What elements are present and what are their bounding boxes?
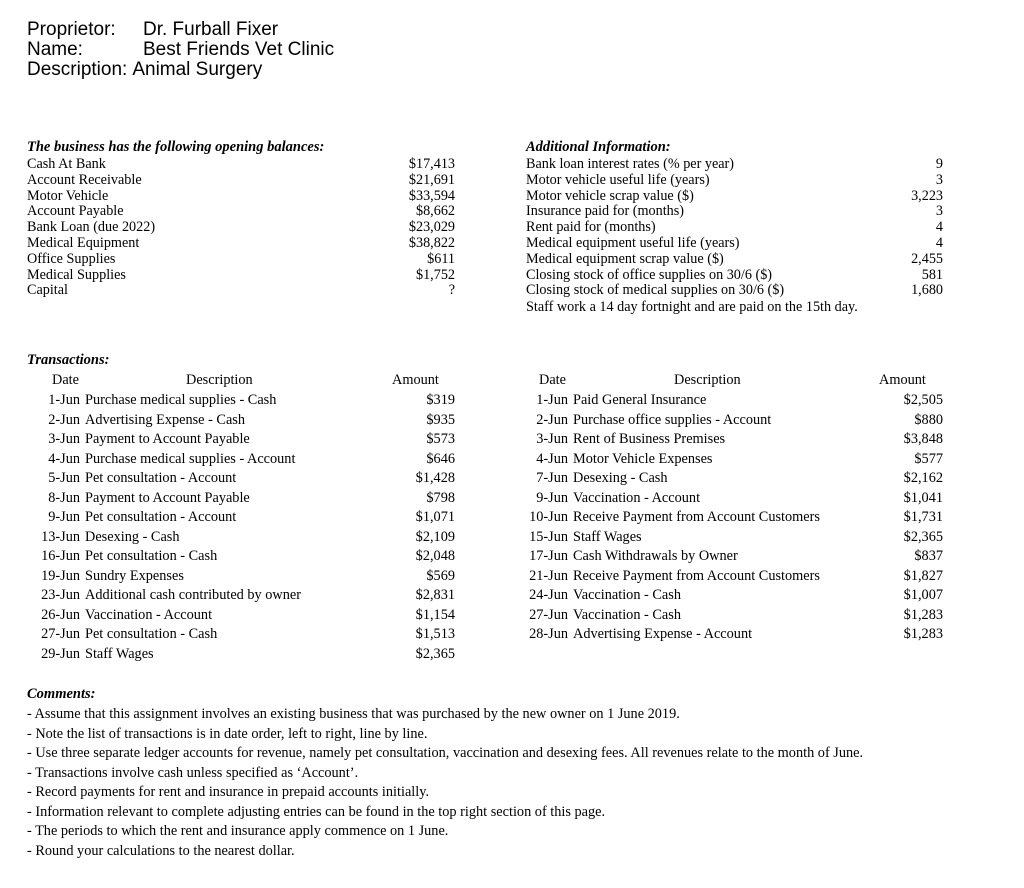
transaction-row (0, 469, 1024, 489)
additional-info-note: Staff work a 14 day fortnight and are paid on the 15th day. (526, 299, 858, 315)
transaction-description: Motor Vehicle Expenses (573, 450, 713, 467)
business-header (27, 20, 334, 80)
transaction-description: Payment to Account Payable (85, 431, 250, 447)
transaction-date: 23-Jun (41, 587, 80, 603)
transaction-amount: $1,041 (903, 489, 943, 506)
transaction-amount: $1,071 (415, 509, 455, 525)
transaction-date: 26-Jun (41, 606, 80, 623)
additional-info-label: Closing stock of office supplies on 30/6 ($) (526, 266, 773, 283)
additional-info-value: 9 (935, 156, 943, 172)
comment-line: - Use three separate ledger accounts for revenue, namely pet consultation, vaccination and desexing fees. All revenues relate to the month of June. (27, 745, 864, 761)
additional-info-label: Motor vehicle useful life (years) (526, 171, 710, 188)
transaction-date: 17-Jun (529, 548, 568, 564)
comment-line: - Information relevant to complete adjusting entries can be found in the top right section of this page. (27, 803, 606, 820)
transaction-date: 9-Jun (536, 489, 568, 506)
opening-balance-label: Account Payable (27, 203, 124, 220)
transaction-date: 2-Jun (536, 411, 568, 428)
transaction-date: 27-Jun (41, 626, 80, 642)
transaction-date: 19-Jun (41, 567, 80, 584)
transaction-amount: $2,048 (415, 548, 455, 564)
transaction-description: Receive Payment from Account Customers (573, 509, 820, 525)
transaction-date: 10-Jun (529, 509, 568, 525)
transaction-description: Vaccination - Cash (573, 606, 681, 623)
additional-info-value: 3,223 (911, 187, 943, 204)
opening-balance-value: $611 (427, 250, 455, 267)
transaction-row (0, 528, 1024, 548)
transaction-description: Desexing - Cash (85, 528, 180, 545)
transaction-date: 24-Jun (529, 587, 568, 603)
transaction-description: Advertising Expense - Account (573, 626, 753, 642)
transaction-row (0, 567, 1024, 587)
transaction-amount: $1,731 (903, 509, 943, 525)
right-date-header: Date (539, 372, 566, 388)
transaction-row (0, 411, 1024, 431)
opening-balance-value: $38,822 (408, 235, 455, 251)
transaction-row (0, 430, 1024, 450)
opening-balance-value: $21,691 (408, 171, 455, 188)
transaction-description: Additional cash contributed by owner (85, 587, 301, 603)
transaction-amount: $1,283 (903, 606, 943, 623)
transaction-description: Rent of Business Premises (573, 431, 726, 447)
additional-info-label: Medical equipment scrap value ($) (526, 250, 724, 267)
right-amount-header: Amount (879, 372, 926, 388)
transaction-amount: $1,513 (415, 626, 455, 642)
transaction-row (0, 489, 1024, 509)
comment-line: - The periods to which the rent and insurance apply commence on 1 June. (27, 823, 449, 839)
opening-balance-value: $8,662 (415, 203, 455, 220)
transaction-description: Purchase medical supplies - Cash (85, 392, 277, 408)
transaction-row (0, 606, 1024, 626)
left-amount-header: Amount (392, 372, 439, 388)
transaction-description: Purchase medical supplies - Account (85, 450, 296, 467)
transaction-date: 16-Jun (41, 548, 80, 564)
transaction-date: 8-Jun (48, 489, 80, 506)
transaction-amount: $2,505 (903, 392, 943, 408)
transaction-description: Purchase office supplies - Account (573, 411, 772, 428)
opening-balance-value: $33,594 (408, 187, 455, 204)
opening-balance-value: $23,029 (408, 219, 455, 236)
additional-info-value: 2,455 (911, 250, 943, 267)
additional-info-label: Medical equipment useful life (years) (526, 235, 740, 251)
additional-info-title: Additional Information: (526, 139, 671, 155)
opening-balance-label: Capital (27, 282, 68, 299)
opening-balance-label: Office Supplies (27, 250, 116, 267)
comment-line: - Round your calculations to the nearest dollar. (27, 842, 295, 859)
transaction-description: Staff Wages (85, 645, 154, 662)
transaction-date: 2-Jun (48, 411, 80, 428)
opening-balance-label: Account Receivable (27, 171, 142, 188)
additional-info-value: 4 (935, 219, 943, 236)
transaction-amount: $319 (426, 392, 455, 408)
transaction-amount: $1,283 (903, 626, 943, 642)
transaction-date: 7-Jun (536, 470, 568, 486)
transaction-amount: $1,428 (415, 470, 455, 486)
opening-balance-value: $17,413 (408, 156, 455, 172)
proprietor-label: Proprietor: (27, 19, 116, 40)
transaction-amount: $1,154 (415, 606, 455, 623)
transactions-title: Transactions: (27, 352, 110, 368)
additional-info-label: Insurance paid for (months) (526, 203, 684, 220)
transaction-amount: $2,109 (415, 528, 455, 545)
transaction-amount: $2,365 (903, 528, 943, 545)
transaction-amount: $2,831 (415, 587, 455, 603)
comment-line: - Record payments for rent and insurance in prepaid accounts initially. (27, 784, 430, 800)
transaction-description: Staff Wages (573, 528, 642, 545)
transaction-description: Vaccination - Account (85, 606, 213, 623)
additional-info-label: Motor vehicle scrap value ($) (526, 187, 694, 204)
transaction-amount: $577 (914, 450, 943, 467)
transaction-description: Vaccination - Account (573, 489, 701, 506)
additional-info-value: 4 (935, 235, 943, 251)
transaction-description: Sundry Expenses (85, 567, 184, 584)
transaction-description: Vaccination - Cash (573, 587, 681, 603)
transaction-amount: $798 (426, 489, 455, 506)
transaction-description: Pet consultation - Account (85, 509, 237, 525)
transaction-date: 3-Jun (48, 431, 80, 447)
transaction-description: Desexing - Cash (573, 470, 668, 486)
additional-info-label: Rent paid for (months) (526, 219, 656, 236)
opening-balance-label: Bank Loan (due 2022) (27, 219, 156, 236)
transaction-date: 29-Jun (41, 645, 80, 662)
transactions-header-row (0, 371, 1024, 391)
additional-info-label: Closing stock of medical supplies on 30/6 ($) (526, 282, 785, 299)
transaction-date: 21-Jun (529, 567, 568, 584)
transaction-date: 1-Jun (48, 392, 80, 408)
transaction-row (0, 508, 1024, 528)
transaction-row (0, 625, 1024, 645)
transaction-description: Advertising Expense - Cash (85, 411, 246, 428)
transaction-description: Pet consultation - Account (85, 470, 237, 486)
description-row (27, 60, 334, 80)
transaction-date: 9-Jun (48, 509, 80, 525)
proprietor-value: Dr. Furball Fixer (143, 19, 279, 40)
transaction-description: Pet consultation - Cash (85, 548, 218, 564)
comments-list (27, 705, 897, 861)
name-row (27, 40, 334, 60)
transaction-row (0, 547, 1024, 567)
transaction-row (0, 450, 1024, 470)
name-value: Best Friends Vet Clinic (143, 39, 335, 60)
left-description-header: Description (186, 372, 253, 388)
additional-info-value: 3 (935, 171, 943, 188)
comment-line: - Transactions involve cash unless specified as ‘Account’. (27, 764, 359, 781)
comment-line: - Note the list of transactions is in date order, left to right, line by line. (27, 725, 428, 742)
left-date-header: Date (52, 372, 79, 388)
transaction-row (0, 391, 1024, 411)
transaction-description: Paid General Insurance (573, 392, 707, 408)
transaction-date: 28-Jun (529, 626, 568, 642)
transaction-description: Pet consultation - Cash (85, 626, 218, 642)
transaction-amount: $2,365 (415, 645, 455, 662)
transaction-amount: $880 (914, 411, 943, 428)
transaction-amount: $2,162 (903, 470, 943, 486)
transaction-row (0, 586, 1024, 606)
proprietor-row (27, 20, 334, 40)
transaction-description: Cash Withdrawals by Owner (573, 548, 738, 564)
additional-info-value: 1,680 (911, 282, 943, 299)
transaction-amount: $1,007 (903, 587, 943, 603)
name-label: Name: (27, 39, 83, 60)
transaction-amount: $646 (426, 450, 455, 467)
transaction-date: 13-Jun (41, 528, 80, 545)
transaction-amount: $935 (426, 411, 455, 428)
transaction-amount: $837 (914, 548, 943, 564)
right-description-header: Description (674, 372, 741, 388)
transaction-amount: $573 (426, 431, 455, 447)
opening-balance-value: ? (448, 282, 455, 299)
transaction-date: 1-Jun (536, 392, 568, 408)
transaction-amount: $569 (426, 567, 455, 584)
transaction-amount: $3,848 (903, 431, 943, 447)
opening-balance-label: Medical Equipment (27, 235, 140, 251)
transaction-date: 3-Jun (536, 431, 568, 447)
opening-balance-value: $1,752 (415, 266, 455, 283)
transaction-description: Payment to Account Payable (85, 489, 250, 506)
transaction-date: 5-Jun (48, 470, 80, 486)
additional-info-label: Bank loan interest rates (% per year) (526, 156, 734, 172)
opening-balances-title: The business has the following opening balances: (27, 139, 325, 155)
transaction-date: 4-Jun (536, 450, 568, 467)
description-label: Description: (27, 59, 128, 80)
description-value: Animal Surgery (132, 59, 263, 80)
opening-balance-label: Motor Vehicle (27, 187, 109, 204)
opening-balance-label: Cash At Bank (27, 156, 106, 172)
transaction-description: Receive Payment from Account Customers (573, 567, 820, 584)
transaction-amount: $1,827 (903, 567, 943, 584)
comments-title: Comments: (27, 686, 96, 702)
transaction-row (0, 645, 1024, 665)
opening-balance-label: Medical Supplies (27, 266, 126, 283)
transaction-date: 15-Jun (529, 528, 568, 545)
additional-info-value: 3 (935, 203, 943, 220)
additional-info-value: 581 (921, 266, 943, 283)
comment-line: - Assume that this assignment involves an existing business that was purchased by the new owner on 1 June 2019. (27, 706, 680, 722)
transaction-date: 4-Jun (48, 450, 80, 467)
transaction-date: 27-Jun (529, 606, 568, 623)
